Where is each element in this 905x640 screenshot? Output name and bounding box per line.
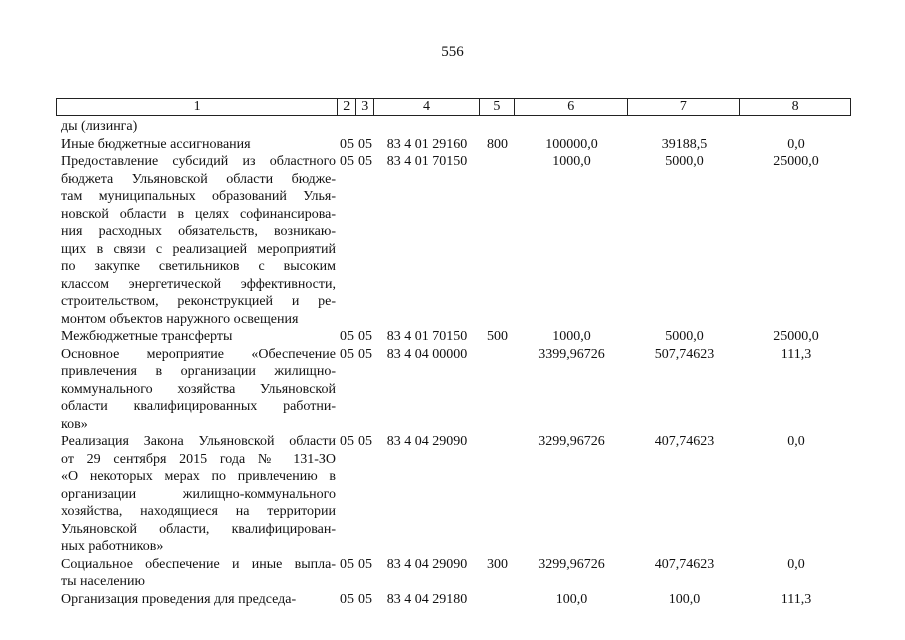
subsection-code: 05 (358, 556, 372, 572)
section-code: 05 (340, 556, 354, 572)
page-number: 556 (441, 44, 464, 60)
row-description (56, 591, 338, 609)
amount-col-8: 0,0 (787, 136, 805, 152)
description-line: Иные бюджетные ассигнования (61, 136, 251, 152)
description-line: «О некоторых мерах по привлечению в (61, 469, 336, 484)
description-line: ния расходных обязательств, возникаю- (61, 224, 336, 239)
amount-col-6: 100,0 (555, 591, 588, 607)
description-line: ных работников» (61, 539, 164, 554)
description-line: Реализация Закона Ульяновской области (61, 434, 336, 449)
row-description (56, 556, 338, 591)
table-body (56, 118, 851, 608)
table-row (56, 136, 851, 154)
header-col-7: 7 (628, 99, 741, 115)
expense-type-code (480, 346, 515, 434)
description-line: хозяйства, находящиеся на территории (61, 504, 336, 519)
header-col-1: 1 (57, 99, 338, 115)
target-item-code: 83 4 01 70150 (386, 154, 468, 169)
description-line: коммунального хозяйства Ульяновской (61, 381, 336, 397)
amount-col-6: 100000,0 (545, 136, 598, 152)
amount-col-8 (741, 118, 851, 136)
table-row (56, 346, 851, 434)
amount-col-7: 5000,0 (665, 154, 704, 169)
amount-col-7: 407,74623 (654, 434, 715, 449)
description-line: Предоставление субсидий из областного (61, 154, 336, 169)
section-code: 05 (340, 329, 354, 344)
row-description (56, 136, 338, 154)
amount-col-6: 3399,96726 (538, 346, 605, 362)
row-description (56, 433, 338, 556)
target-item-code: 83 4 04 29090 (386, 434, 468, 449)
amount-col-8: 25000,0 (773, 154, 819, 169)
section-code: 05 (340, 591, 354, 607)
subsection-code: 05 (358, 591, 372, 607)
section-code: 05 (340, 346, 354, 362)
amount-col-6: 3299,96726 (538, 556, 605, 572)
amount-col-8: 25000,0 (773, 329, 819, 344)
amount-col-8: 111,3 (780, 346, 812, 362)
header-col-5: 5 (480, 99, 515, 115)
amount-col-6: 3299,96726 (538, 434, 605, 449)
description-line: строительством, реконструкцией и ре- (61, 294, 336, 309)
subsection-code: 05 (358, 329, 372, 344)
header-col-6: 6 (515, 99, 628, 115)
amount-col-8: 0,0 (787, 434, 805, 449)
target-item-code: 83 4 01 70150 (386, 329, 468, 344)
table-row (56, 556, 851, 591)
row-description (56, 118, 338, 136)
amount-col-6: 1000,0 (552, 154, 591, 169)
target-item-code: 83 4 01 29160 (386, 136, 468, 152)
description-line: ков» (61, 416, 88, 432)
amount-col-8: 111,3 (780, 591, 812, 607)
expense-type-code (480, 153, 515, 328)
table-row (56, 153, 851, 328)
table-row (56, 591, 851, 609)
row-description (56, 153, 338, 328)
description-line: новской области в целях софинансирова- (61, 206, 336, 222)
subsection-code: 05 (358, 434, 372, 449)
expense-type-code (480, 433, 515, 556)
description-line: ты населению (61, 574, 145, 589)
table-row (56, 328, 851, 346)
amount-col-6 (515, 118, 628, 136)
target-item-code: 83 4 04 29090 (386, 556, 468, 572)
table-row (56, 118, 851, 136)
description-line: Организация проведения для председа- (61, 591, 297, 607)
amount-col-6: 1000,0 (552, 329, 591, 344)
description-line: классом энергетической эффективности, (61, 276, 336, 292)
row-description (56, 346, 338, 434)
description-line: привлечения в организации жилищно- (61, 364, 336, 379)
description-line: Основное мероприятие «Обеспечение (61, 346, 336, 362)
amount-col-7: 100,0 (668, 591, 701, 607)
subsection-code: 05 (358, 346, 372, 362)
subsection-code: 05 (358, 136, 372, 152)
description-line: от 29 сентября 2015 года № 131-ЗО (61, 451, 336, 467)
description-line: щих в связи с реализацией мероприятий (61, 241, 336, 257)
amount-col-7: 407,74623 (654, 556, 715, 572)
section-code: 05 (340, 154, 354, 169)
subsection-code (356, 118, 374, 136)
header-col-8: 8 (791, 99, 799, 114)
expense-type-code: 300 (487, 556, 508, 572)
section-code: 05 (340, 136, 354, 152)
header-col-2: 2 (338, 99, 356, 115)
target-item-code (374, 118, 480, 136)
description-line: там муниципальных образований Улья- (61, 189, 336, 204)
amount-col-7: 507,74623 (654, 346, 715, 362)
description-line: ды (лизинга) (61, 119, 138, 134)
row-description (56, 328, 338, 346)
description-line: по закупке светильников с высоким (61, 259, 336, 274)
amount-col-7: 39188,5 (661, 136, 708, 152)
description-line: организации жилищно-коммунального (61, 486, 336, 502)
table-row (56, 433, 851, 556)
section-code: 05 (340, 434, 354, 449)
expense-type-code (480, 118, 515, 136)
expense-type-code: 500 (487, 329, 508, 344)
expense-type-code: 800 (487, 136, 508, 152)
amount-col-7 (628, 118, 741, 136)
target-item-code: 83 4 04 29180 (386, 591, 468, 607)
description-line: монтом объектов наружного освещения (61, 311, 299, 327)
amount-col-7: 5000,0 (665, 329, 704, 344)
description-line: бюджета Ульяновской области бюдже- (61, 171, 336, 187)
description-line: Межбюджетные трансферты (61, 329, 233, 344)
description-line: Социальное обеспечение и иные выпла- (61, 556, 336, 572)
target-item-code: 83 4 04 00000 (386, 346, 468, 362)
description-line: Ульяновской области, квалифицирован- (61, 521, 336, 537)
amount-col-8: 0,0 (787, 556, 805, 572)
table-header (56, 98, 851, 116)
subsection-code: 05 (358, 154, 372, 169)
header-col-3: 3 (356, 99, 374, 115)
description-line: области квалифицированных работни- (61, 399, 336, 414)
expense-type-code (480, 591, 515, 609)
header-col-4: 4 (374, 99, 480, 115)
section-code (338, 118, 356, 136)
